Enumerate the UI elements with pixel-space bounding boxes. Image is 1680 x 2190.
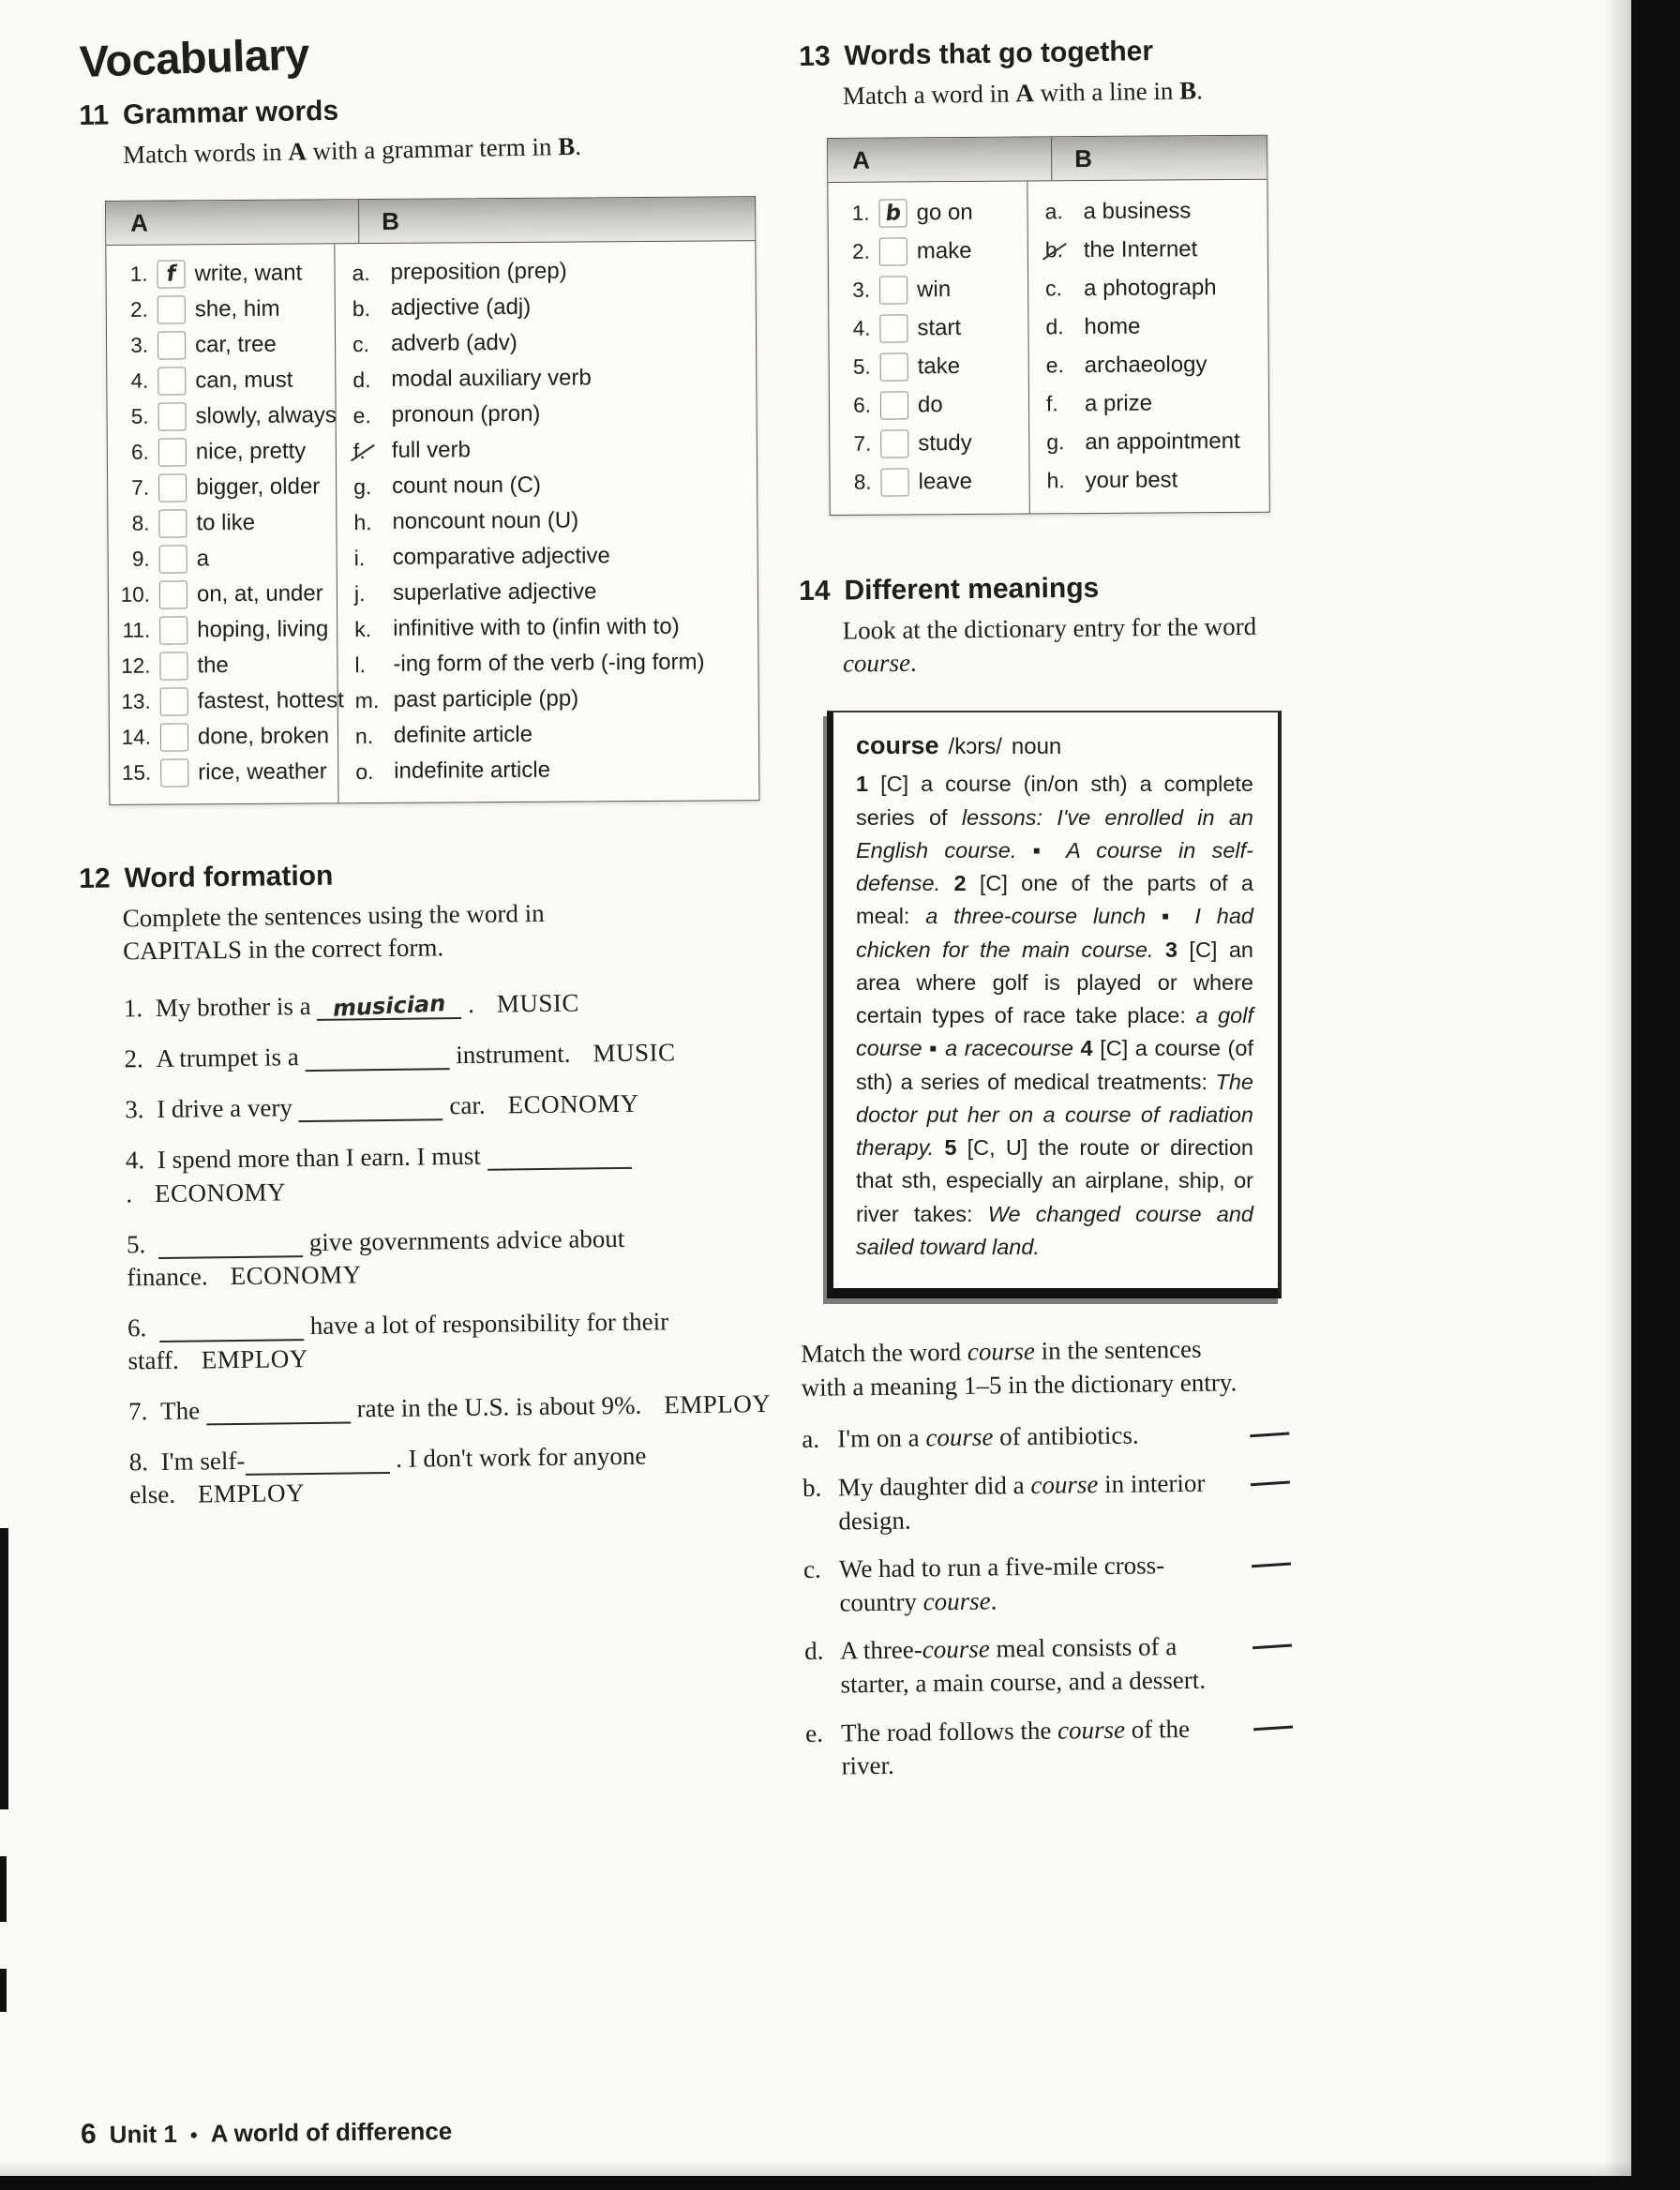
fill-in-blank[interactable] bbox=[305, 1043, 449, 1072]
verb-item-row bbox=[829, 270, 1028, 309]
collocation-letter: f. bbox=[1045, 391, 1058, 416]
sentence-number: 3. bbox=[125, 1095, 144, 1124]
grammar-term: pronoun (pron) bbox=[391, 400, 541, 428]
verb-item-row bbox=[830, 385, 1028, 425]
fill-in-blank[interactable] bbox=[487, 1142, 631, 1171]
column-a-header: A bbox=[828, 137, 1052, 182]
fill-in-sentence bbox=[128, 1388, 779, 1429]
column-b-header: B bbox=[382, 206, 400, 235]
match-sentence bbox=[804, 1629, 1293, 1702]
sentence-pre-text: A trumpet is a bbox=[156, 1042, 306, 1073]
sentence-number: 5. bbox=[126, 1229, 146, 1259]
verb-word: leave bbox=[918, 468, 973, 494]
table-header-row bbox=[828, 136, 1267, 183]
table-body bbox=[828, 180, 1268, 515]
sentence-pre-text: The bbox=[159, 1396, 207, 1426]
exercise-14-instructions: Look at the dictionary entry for the word course. bbox=[842, 611, 1257, 678]
collocation-phrase: a prize bbox=[1084, 390, 1153, 416]
exercise-14-header bbox=[799, 570, 1324, 608]
term-letter: n. bbox=[354, 723, 374, 748]
sentence-pre-text: I drive a very bbox=[157, 1093, 299, 1124]
answer-box[interactable] bbox=[160, 723, 188, 751]
term-letter: d. bbox=[352, 367, 371, 392]
answer-box[interactable] bbox=[879, 237, 908, 265]
match-sentences bbox=[802, 1418, 1294, 1784]
dictionary-entry bbox=[827, 711, 1282, 1298]
sentence-text: I'm on a course of antibiotics. bbox=[837, 1420, 1139, 1453]
sentence-number: 8. bbox=[128, 1448, 149, 1477]
collocation-row bbox=[1028, 268, 1268, 308]
answer-box[interactable] bbox=[160, 687, 188, 715]
page-footer bbox=[81, 2115, 453, 2151]
item-number: 3. bbox=[130, 333, 149, 357]
item-number: 6. bbox=[131, 440, 149, 464]
sentence-post-text: instrument. bbox=[449, 1039, 571, 1070]
collocation-letter: b. bbox=[1045, 237, 1072, 262]
verb-word: study bbox=[918, 429, 972, 456]
dictionary-pronunciation: /kɔrs/ bbox=[948, 734, 1002, 760]
term-letter: o. bbox=[355, 758, 374, 784]
capital-word: MUSIC bbox=[496, 988, 580, 1018]
term-letter: h. bbox=[353, 509, 372, 534]
grammar-term-row bbox=[335, 252, 755, 291]
answer-box[interactable] bbox=[879, 314, 908, 342]
chapter-title: A world of difference bbox=[210, 2116, 453, 2148]
verb-item-row bbox=[829, 232, 1028, 271]
collocation-letter: h. bbox=[1046, 468, 1065, 493]
scan-mark-left-2 bbox=[0, 1856, 7, 1922]
collocation-phrase: a business bbox=[1083, 197, 1192, 224]
word-item-row bbox=[110, 682, 344, 720]
fill-in-blank[interactable] bbox=[298, 1094, 442, 1123]
collocation-letter: a. bbox=[1044, 199, 1063, 224]
sentence-text: The road follows the course of the river. bbox=[840, 1714, 1191, 1780]
right-column bbox=[799, 36, 1324, 1784]
exercise-14-title: Different meanings bbox=[844, 572, 1100, 607]
separator-bullet: • bbox=[189, 2122, 198, 2147]
grammar-term: noncount noun (U) bbox=[392, 507, 579, 534]
answer-box[interactable] bbox=[158, 509, 187, 537]
grammar-term: definite article bbox=[393, 721, 533, 748]
answer-box[interactable] bbox=[160, 758, 188, 787]
match-task-instructions: Match the word course in the sentences with a meaning 1–5 in the dictionary entry. bbox=[801, 1334, 1238, 1402]
word-pair: write, want bbox=[194, 260, 303, 287]
item-number: 2. bbox=[129, 297, 148, 322]
answer-line[interactable] bbox=[1250, 1432, 1289, 1438]
answer-box[interactable] bbox=[157, 260, 185, 288]
exercise-11-grammar-words bbox=[79, 95, 772, 805]
collocation-row bbox=[1028, 191, 1267, 232]
grammar-term-row bbox=[336, 359, 756, 398]
exercise-12-title: Word formation bbox=[124, 860, 334, 894]
scan-mark-left-3 bbox=[0, 1969, 7, 2012]
sentence-letter: e. bbox=[804, 1718, 824, 1748]
item-number: 5. bbox=[130, 404, 149, 428]
answer-box[interactable] bbox=[159, 580, 188, 608]
collocation-phrase: archaeology bbox=[1084, 351, 1208, 378]
scan-shadow-right bbox=[1603, 0, 1631, 2190]
answer-box[interactable] bbox=[159, 652, 188, 680]
sentence-text: We had to run a five-mile cross-country course. bbox=[838, 1551, 1165, 1617]
grammar-term-row bbox=[338, 751, 758, 789]
fill-in-sentence bbox=[125, 1086, 775, 1127]
sentence-post-text: . bbox=[126, 1178, 133, 1208]
collocation-phrase: an appointment bbox=[1085, 428, 1240, 455]
item-number: 11. bbox=[122, 618, 151, 642]
term-letter: k. bbox=[354, 616, 372, 641]
sentence-number: 7. bbox=[128, 1397, 148, 1426]
dictionary-part-of-speech: noun bbox=[1011, 734, 1062, 760]
item-number: 1. bbox=[851, 201, 870, 225]
fill-in-sentence bbox=[124, 984, 774, 1026]
item-number: 3. bbox=[852, 278, 871, 302]
handwritten-answer: b bbox=[884, 200, 902, 226]
collocation-phrase: your best bbox=[1085, 466, 1178, 493]
answer-box[interactable] bbox=[879, 276, 908, 304]
answer-box[interactable] bbox=[158, 295, 186, 323]
capital-word: EMPLOY bbox=[197, 1478, 306, 1508]
column-a-items bbox=[828, 182, 1029, 515]
grammar-term: comparative adjective bbox=[392, 543, 610, 570]
sentence-pre-text: My brother is a bbox=[155, 992, 318, 1023]
exercise-14-different-meanings bbox=[799, 572, 1324, 1784]
grammar-term-row bbox=[338, 644, 758, 682]
exercise-11-header bbox=[79, 87, 773, 132]
scan-edge-bottom bbox=[0, 2176, 1680, 2190]
fill-in-sentence bbox=[128, 1304, 779, 1378]
grammar-term: count noun (C) bbox=[392, 472, 541, 499]
sentence-number: 2. bbox=[124, 1044, 143, 1073]
answer-box[interactable] bbox=[878, 199, 907, 227]
word-item-row bbox=[110, 718, 338, 756]
item-number: 12. bbox=[121, 653, 151, 678]
verb-item-row bbox=[830, 347, 1028, 386]
word-pair: the bbox=[197, 652, 229, 679]
sentence-pre-text: I spend more than I earn. I must bbox=[157, 1142, 488, 1175]
word-item-row bbox=[108, 469, 336, 506]
sentence-text: My daughter did a course in interior design. bbox=[837, 1468, 1206, 1536]
sentence-post-text: . I don't work for anyone else. bbox=[129, 1441, 647, 1509]
column-b-items bbox=[1028, 180, 1268, 514]
verb-word: win bbox=[917, 276, 952, 302]
fill-in-sentences bbox=[124, 984, 781, 1512]
sentence-text: A three-course meal consists of a starter, a main course, and a dessert. bbox=[839, 1632, 1207, 1699]
item-number: 9. bbox=[131, 547, 150, 571]
verb-item-row bbox=[830, 462, 1028, 502]
grammar-term-row bbox=[338, 715, 758, 754]
answer-box[interactable] bbox=[158, 402, 187, 430]
grammar-term-row bbox=[336, 323, 756, 362]
sentence-post-text: give governments advice about finance. bbox=[127, 1223, 625, 1292]
column-b-header: B bbox=[1074, 143, 1093, 172]
grammar-term-row bbox=[338, 537, 758, 576]
grammar-term: past participle (pp) bbox=[393, 685, 579, 712]
word-pair: hoping, living bbox=[197, 616, 329, 643]
answer-line[interactable] bbox=[1252, 1644, 1292, 1650]
word-pair: a bbox=[196, 546, 210, 572]
collocation-phrase: the Internet bbox=[1083, 235, 1198, 262]
item-number: 8. bbox=[853, 470, 872, 494]
word-item-row bbox=[109, 611, 337, 649]
answer-line[interactable] bbox=[1251, 1480, 1290, 1486]
answer-line[interactable] bbox=[1252, 1562, 1291, 1568]
grammar-term: adjective (adj) bbox=[390, 293, 532, 321]
grammar-term: preposition (prep) bbox=[390, 258, 567, 285]
collocation-row bbox=[1028, 230, 1268, 270]
column-b-items bbox=[335, 241, 758, 802]
capital-word: MUSIC bbox=[592, 1038, 676, 1068]
item-number: 14. bbox=[121, 725, 152, 749]
page-title: Vocabulary bbox=[79, 28, 310, 86]
item-number: 15. bbox=[121, 760, 152, 785]
table-body bbox=[106, 241, 758, 804]
exercise-12-instructions: Complete the sentences using the word in CAPITALS in the correct form. bbox=[122, 899, 545, 966]
grammar-term: superlative adjective bbox=[392, 578, 597, 606]
verb-word: do bbox=[917, 391, 943, 417]
exercise-11-instructions: Match words in A with a grammar term in B. bbox=[122, 131, 582, 170]
sentence-post-text: have a lot of responsibility for their staff. bbox=[128, 1307, 669, 1375]
sentence-post-text: . bbox=[461, 990, 475, 1019]
exercise-13-header bbox=[799, 33, 1324, 73]
exercise-13-number: 13 bbox=[799, 40, 831, 72]
grammar-term: indefinite article bbox=[394, 757, 551, 784]
collocation-match-table bbox=[827, 135, 1270, 516]
sentence-number: 1. bbox=[123, 994, 143, 1023]
grammar-term-row bbox=[337, 466, 757, 504]
capital-word: EMPLOY bbox=[201, 1344, 308, 1374]
page-number: 6 bbox=[80, 2118, 97, 2151]
fill-in-sentence bbox=[126, 1136, 777, 1210]
exercise-11-title: Grammar words bbox=[122, 95, 339, 131]
capital-word: ECONOMY bbox=[230, 1260, 362, 1290]
match-sentence bbox=[802, 1418, 1289, 1457]
fill-in-sentence bbox=[124, 1035, 774, 1076]
collocation-letter: g. bbox=[1046, 429, 1065, 455]
item-number: 10. bbox=[120, 582, 151, 607]
term-letter: m. bbox=[354, 687, 380, 712]
item-number: 1. bbox=[129, 262, 148, 286]
item-number: 2. bbox=[851, 239, 870, 263]
dictionary-headword: course bbox=[856, 731, 939, 760]
verb-word: make bbox=[916, 237, 972, 263]
verb-word: take bbox=[917, 352, 961, 379]
sentence-letter: b. bbox=[802, 1473, 822, 1502]
word-item-row bbox=[107, 291, 335, 328]
word-pair: car, tree bbox=[194, 331, 277, 358]
fill-in-sentence bbox=[129, 1438, 781, 1512]
verb-word: go on bbox=[916, 199, 973, 225]
item-number: 7. bbox=[131, 475, 150, 500]
answer-box[interactable] bbox=[158, 367, 186, 395]
word-item-row bbox=[108, 504, 336, 542]
collocation-row bbox=[1029, 345, 1268, 385]
handwritten-answer: musician bbox=[332, 990, 447, 1023]
answer-line[interactable] bbox=[1253, 1726, 1293, 1732]
collocation-phrase: home bbox=[1084, 313, 1141, 339]
verb-word: start bbox=[917, 314, 962, 340]
column-a-header: A bbox=[106, 200, 359, 245]
word-item-row bbox=[107, 326, 335, 364]
sentence-letter: c. bbox=[802, 1554, 821, 1584]
word-item-row bbox=[109, 576, 337, 613]
grammar-match-table bbox=[105, 196, 759, 805]
sentence-number: 6. bbox=[127, 1313, 147, 1342]
verb-item-row bbox=[828, 193, 1027, 232]
fill-in-blank[interactable] bbox=[206, 1397, 351, 1426]
verb-item-row bbox=[830, 424, 1028, 463]
word-pair: can, must bbox=[195, 367, 293, 394]
sentence-post-text: car. bbox=[442, 1091, 486, 1120]
collocation-row bbox=[1029, 460, 1268, 501]
answer-box[interactable] bbox=[158, 331, 186, 359]
word-item-row bbox=[109, 647, 337, 684]
capital-word: EMPLOY bbox=[664, 1389, 772, 1419]
item-number: 4. bbox=[130, 368, 149, 393]
grammar-term-row bbox=[336, 395, 756, 433]
column-a-items bbox=[106, 244, 344, 804]
grammar-term: -ing form of the verb (-ing form) bbox=[393, 649, 705, 677]
answer-box[interactable] bbox=[159, 616, 188, 644]
collocation-phrase: a photograph bbox=[1084, 274, 1217, 301]
grammar-term-row bbox=[337, 502, 757, 540]
collocation-row bbox=[1029, 422, 1268, 462]
grammar-term: modal auxiliary verb bbox=[391, 365, 592, 392]
word-item-row bbox=[109, 540, 337, 578]
match-sentence bbox=[802, 1466, 1291, 1539]
word-pair: nice, pretty bbox=[195, 438, 307, 465]
grammar-term-row bbox=[338, 573, 758, 611]
sentence-number: 4. bbox=[125, 1146, 145, 1175]
word-item-row bbox=[107, 398, 335, 435]
sentence-post-text: rate in the U.S. is about 9%. bbox=[350, 1390, 642, 1423]
term-letter: a. bbox=[352, 260, 370, 285]
exercise-13-title: Words that go together bbox=[844, 36, 1154, 72]
exercise-13-words-that-go-together bbox=[799, 36, 1324, 516]
term-letter: e. bbox=[352, 402, 371, 428]
term-letter: c. bbox=[352, 331, 370, 356]
term-letter: b. bbox=[352, 295, 371, 321]
capital-word: ECONOMY bbox=[507, 1089, 639, 1119]
answer-box[interactable] bbox=[158, 473, 187, 502]
word-pair: rice, weather bbox=[198, 758, 327, 786]
exercise-12-number: 12 bbox=[79, 862, 111, 895]
scan-shadow-bottom bbox=[0, 2161, 1680, 2176]
sentence-letter: d. bbox=[803, 1637, 824, 1666]
grammar-term: adverb (adv) bbox=[390, 330, 518, 356]
scan-mark-left-1 bbox=[0, 1528, 8, 1809]
answer-box[interactable] bbox=[880, 391, 908, 419]
item-number: 4. bbox=[852, 316, 871, 340]
fill-in-sentence bbox=[127, 1221, 778, 1295]
word-pair: slowly, always bbox=[195, 402, 337, 429]
word-pair: bigger, older bbox=[196, 473, 321, 501]
exercise-14-number: 14 bbox=[799, 575, 831, 608]
answer-box[interactable] bbox=[880, 468, 908, 496]
grammar-term-row bbox=[338, 680, 758, 718]
fill-in-blank[interactable] bbox=[159, 1313, 304, 1342]
grammar-term-row bbox=[337, 430, 757, 469]
word-item-row bbox=[106, 255, 334, 292]
match-sentence bbox=[803, 1548, 1292, 1621]
grammar-term: infinitive with to (infin with to) bbox=[393, 613, 680, 641]
term-letter: g. bbox=[353, 473, 372, 499]
capital-word: ECONOMY bbox=[154, 1177, 287, 1208]
word-item-row bbox=[108, 433, 336, 471]
word-pair: she, him bbox=[194, 295, 280, 322]
fill-in-blank[interactable] bbox=[158, 1230, 303, 1259]
collocation-letter: e. bbox=[1045, 352, 1064, 378]
term-letter: j. bbox=[353, 580, 366, 606]
verb-item-row bbox=[829, 308, 1028, 348]
table-header-row bbox=[106, 197, 755, 246]
sentence-letter: a. bbox=[802, 1425, 820, 1454]
fill-in-blank[interactable] bbox=[245, 1447, 389, 1476]
match-sentence bbox=[805, 1711, 1294, 1784]
exercise-13-instructions: Match a word in A with a line in B. bbox=[842, 76, 1204, 111]
grammar-term: full verb bbox=[391, 437, 472, 463]
item-number: 6. bbox=[853, 393, 872, 417]
unit-label: Unit 1 bbox=[109, 2119, 178, 2149]
dictionary-definitions: 1 [C] a course (in/on sth) a complete series of lessons: I've enrolled in an English course. ▪ A course in self-defense. 2 [C] one of the parts of a meal: a three-course lunch ▪ I had chicken for the main course. 3 [C] an area where golf is played or where certain types of race take place: a golf course ▪ a racecourse 4 [C] a course (of sth) a series of medical treatments: The doctor put her on a course of radiation therapy. 5 [C, U] the route or direction that sth, especially an airplane, ship, or river takes: We changed course and sailed toward land. bbox=[856, 772, 1254, 1259]
grammar-term-row bbox=[338, 608, 758, 647]
term-letter: i. bbox=[353, 545, 366, 570]
word-pair: to like bbox=[196, 509, 256, 536]
item-number: 7. bbox=[853, 431, 872, 456]
item-number: 5. bbox=[852, 354, 871, 379]
collocation-letter: c. bbox=[1045, 276, 1063, 301]
dictionary-headline bbox=[856, 731, 1253, 760]
item-number: 8. bbox=[131, 511, 150, 535]
grammar-term-row bbox=[336, 288, 756, 326]
exercise-12-word-formation bbox=[79, 855, 780, 1512]
collocation-letter: d. bbox=[1045, 314, 1064, 339]
left-column bbox=[79, 28, 772, 1512]
word-item-row bbox=[110, 754, 338, 791]
word-pair: on, at, under bbox=[196, 580, 323, 608]
answer-box[interactable] bbox=[880, 429, 908, 458]
item-number: 13. bbox=[121, 689, 151, 713]
collocation-row bbox=[1029, 383, 1268, 424]
sentence-pre-text: I'm self- bbox=[160, 1447, 246, 1477]
answer-box[interactable] bbox=[158, 438, 187, 466]
word-pair: done, broken bbox=[197, 723, 330, 750]
handwritten-answer: f bbox=[165, 262, 177, 287]
collocation-row bbox=[1028, 307, 1268, 347]
word-item-row bbox=[107, 362, 335, 399]
answer-box[interactable] bbox=[880, 352, 908, 381]
answer-box[interactable] bbox=[159, 545, 188, 573]
exercise-11-number: 11 bbox=[79, 99, 110, 131]
exercise-12-header bbox=[79, 855, 772, 895]
term-letter: f. bbox=[353, 439, 380, 464]
word-pair: fastest, hottest bbox=[197, 687, 344, 714]
term-letter: l. bbox=[354, 652, 367, 677]
scan-edge-right bbox=[1631, 0, 1680, 2190]
fill-in-blank[interactable] bbox=[317, 992, 461, 1021]
